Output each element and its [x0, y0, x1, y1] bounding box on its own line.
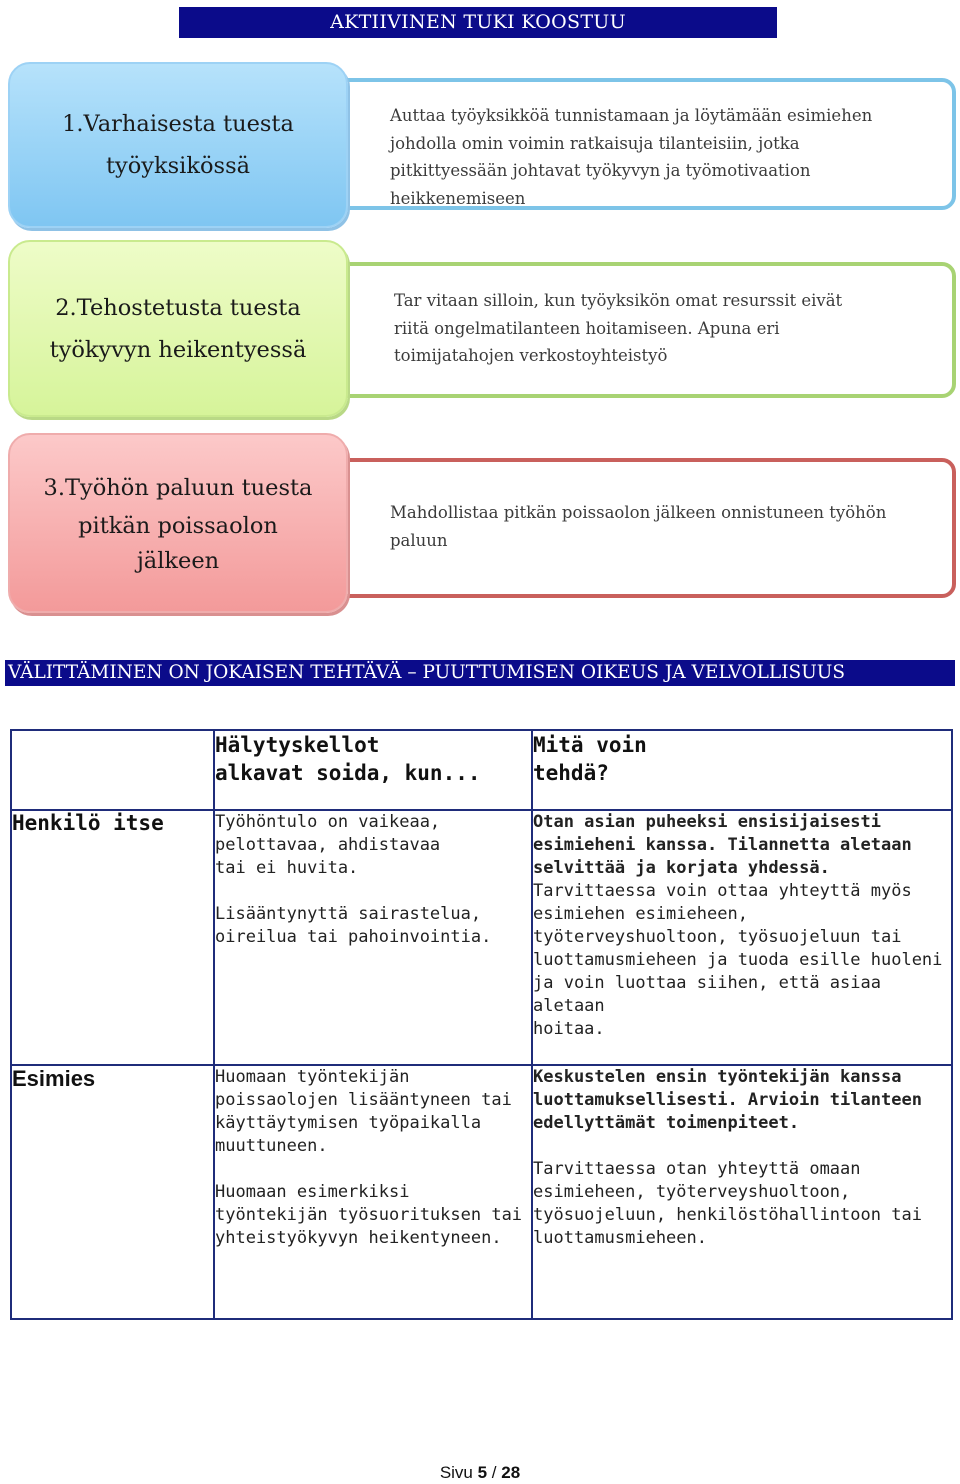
- footer-prefix: Sivu: [439, 1463, 478, 1482]
- table-row: [11, 1065, 952, 1319]
- row-supervisor-actions: Keskustelen ensin työntekijän kanssa luottamuksellisesti. Arvioin tilanteen edellyttämät toimenpiteet. Tarvittaessa otan yhteyttä omaan esimieheen, työterveyshuoltoon, työsuojeluun, henkilöstöhallintoon tai luottamusmieheen.: [532, 1065, 952, 1319]
- page-footer: [0, 1463, 960, 1483]
- row-self-warnings: Työhöntulo on vaikeaa, pelottavaa, ahdistavaa tai ei huvita. Lisääntynyttä sairastelua, oireilua tai pahoinvointia.: [214, 810, 532, 1065]
- table-header-empty: [11, 730, 214, 810]
- row-self-actions: Otan asian puheeksi ensisijaisesti esimieheni kanssa. Tilannetta aletaan selvittää ja korjata yhdessä. Tarvittaessa voin ottaa yhteyttä myös esimiehen esimieheen, työterveyshuoltoon, työsuojeluun tai luottamusmieheen ja tuoda esille huoleni ja voin luottaa siihen, että asiaa aletaan hoitaa.: [532, 810, 952, 1065]
- middle-banner: VÄLITTÄMINEN ON JOKAISEN TEHTÄVÄ – PUUTTUMISEN OIKEUS JA VELVOLLISUUS: [5, 660, 955, 686]
- footer-separator: /: [487, 1463, 502, 1482]
- footer-page-number: 5: [477, 1463, 488, 1482]
- stage-2-label: 2.Tehostetusta tuesta työkyvyn heikentyessä: [8, 240, 348, 417]
- stage-2-description: Tar vitaan silloin, kun työyksikön omat resurssit eivät riitä ongelmatilanteen hoitamiseen. Apuna eri toimijatahojen verkostoyhteistyö: [394, 291, 843, 365]
- header-banner: AKTIIVINEN TUKI KOOSTUU: [179, 7, 777, 38]
- stage-3-description: Mahdollistaa pitkän poissaolon jälkeen onnistuneen työhön paluun: [390, 503, 887, 550]
- table-header-actions: Mitä voin tehdä?: [532, 730, 952, 810]
- row-label-supervisor: Esimies: [11, 1065, 214, 1319]
- table-row: [11, 810, 952, 1065]
- row-label-self: Henkilö itse: [11, 810, 214, 1065]
- stage-3-label: 3.Työhön paluun tuesta pitkän poissaolon jälkeen: [8, 433, 348, 613]
- row-supervisor-warnings: Huomaan työntekijän poissaolojen lisääntyneen tai käyttäytymisen työpaikalla muuttuneen. Huomaan esimerkiksi työntekijän työsuorituksen tai yhteistyökyvyn heikentyneen.: [214, 1065, 532, 1319]
- footer-page-total: 28: [501, 1463, 521, 1482]
- stage-1-label: 1.Varhaisesta tuesta työyksikössä: [8, 62, 348, 228]
- stage-1-description: Auttaa työyksikköä tunnistamaan ja löytämään esimiehen johdolla omin voimin ratkaisuja tilanteisiin, jotka pitkittyessään johtavat työkyvyn ja työmotivaation heikkenemiseen: [390, 106, 873, 208]
- table-header-warnings: Hälytyskellot alkavat soida, kun...: [214, 730, 532, 810]
- responsibility-table: [10, 729, 953, 1320]
- table-header-row: [11, 730, 952, 810]
